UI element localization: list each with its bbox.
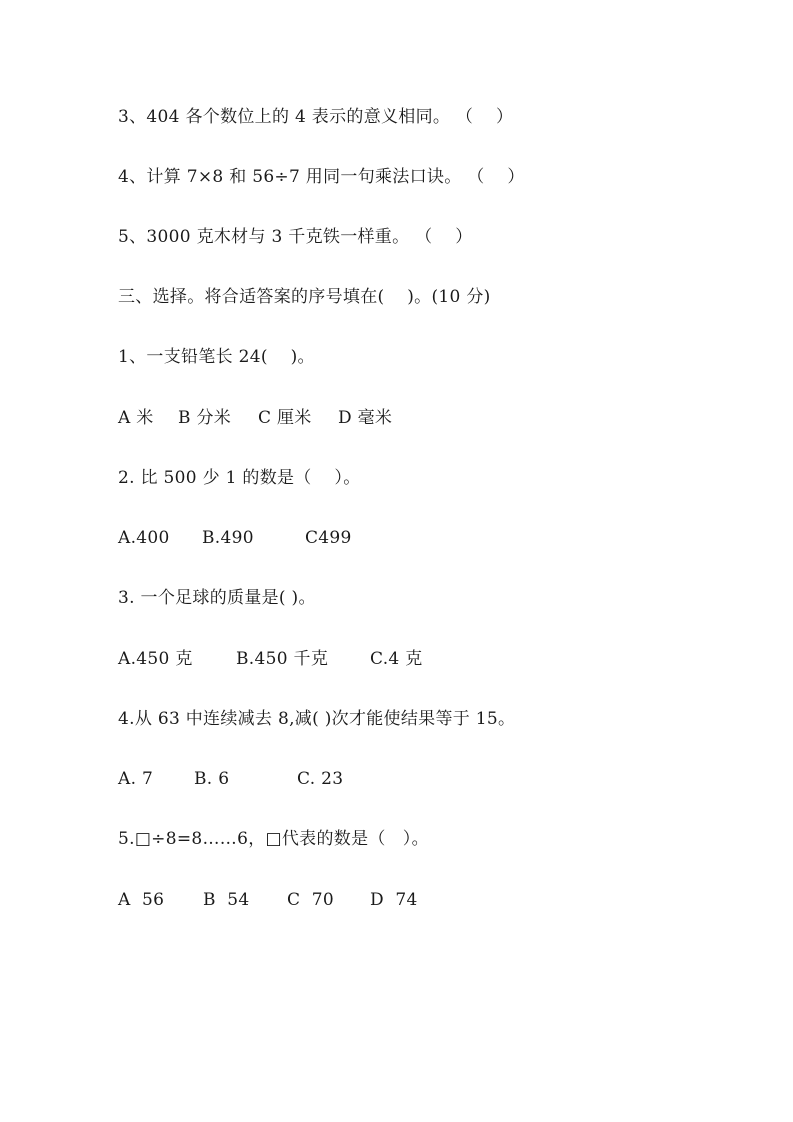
option-2a: A.400	[118, 528, 170, 548]
option-5b: B 54	[203, 890, 250, 910]
option-5a: A 56	[118, 890, 165, 910]
option-3b: B.450 千克	[236, 649, 329, 669]
option-3c: C.4 克	[370, 649, 423, 669]
choice-question-1: 1、一支铅笔长 24( )。	[118, 347, 315, 367]
option-1a: A 米	[118, 408, 154, 428]
choice-question-4: 4.从 63 中连续减去 8,减( )次才能使结果等于 15。	[118, 709, 516, 729]
option-1d: D 毫米	[338, 408, 393, 428]
option-1b: B 分米	[178, 408, 232, 428]
option-2c: C499	[305, 528, 352, 548]
option-4c: C. 23	[297, 769, 344, 789]
option-4b: B. 6	[194, 769, 230, 789]
option-3a: A.450 克	[118, 649, 193, 669]
option-2b: B.490	[202, 528, 254, 548]
choice-question-5: 5.□÷8=8……6，□代表的数是（ ）。	[118, 829, 429, 849]
judgement-question-5: 5、3000 克木材与 3 千克铁一样重。 （ ）	[118, 227, 473, 247]
choice-question-3: 3. 一个足球的质量是( )。	[118, 588, 316, 608]
section-choice-heading: 三、选择。将合适答案的序号填在( )。(10 分)	[118, 287, 491, 307]
option-1c: C 厘米	[258, 408, 312, 428]
option-5d: D 74	[370, 890, 418, 910]
option-4a: A. 7	[118, 769, 154, 789]
choice-question-2: 2. 比 500 少 1 的数是（ ）。	[118, 468, 361, 488]
judgement-question-3: 3、404 各个数位上的 4 表示的意义相同。 （ ）	[118, 107, 514, 127]
option-5c: C 70	[287, 890, 334, 910]
judgement-question-4: 4、计算 7×8 和 56÷7 用同一句乘法口诀。 （ ）	[118, 167, 525, 187]
